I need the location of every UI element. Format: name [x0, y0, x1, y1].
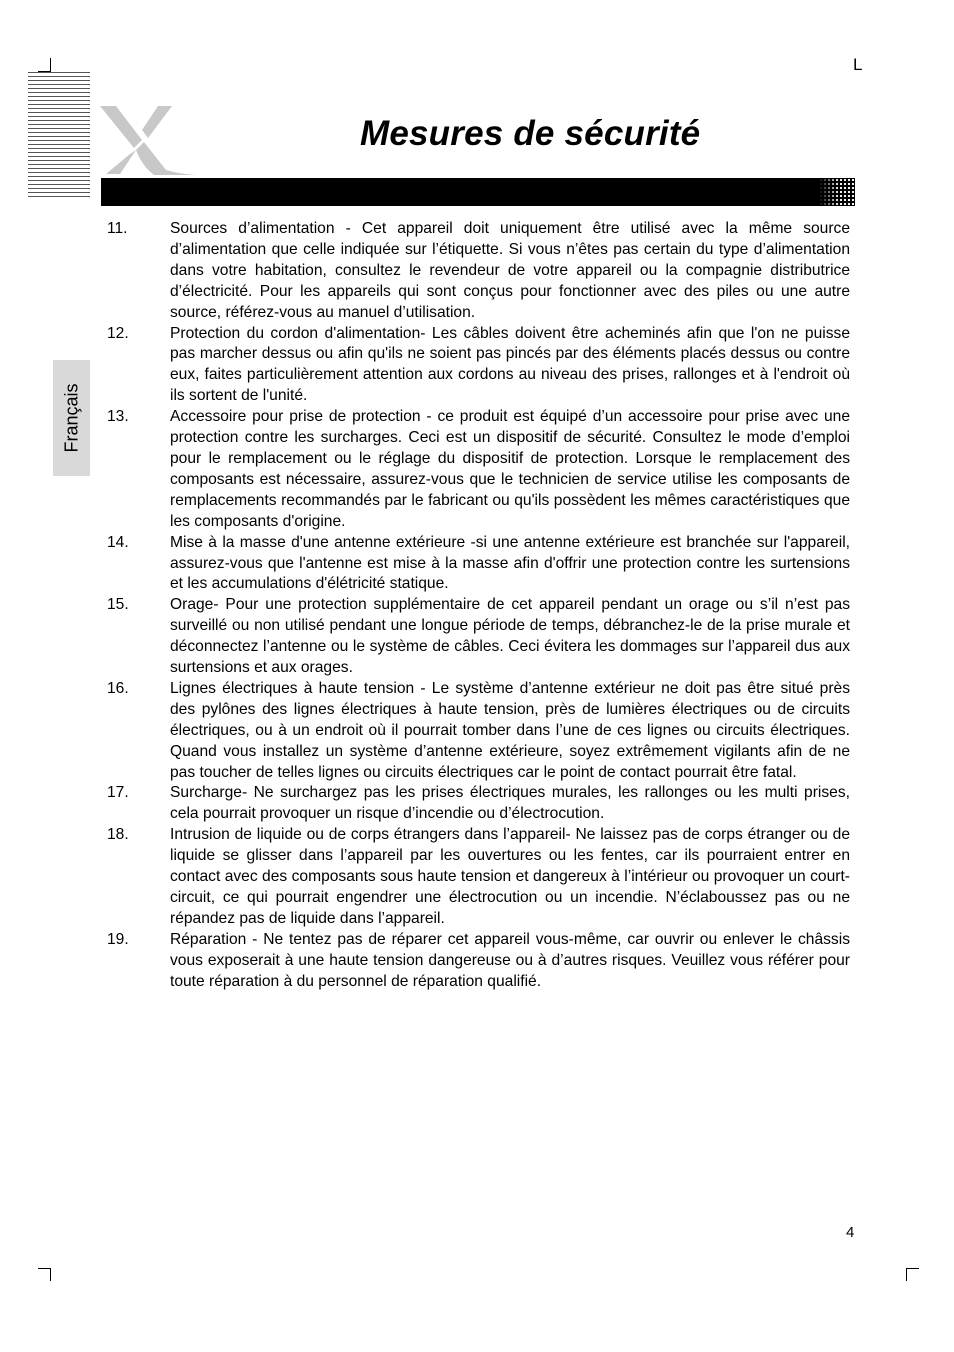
list-item [107, 219, 850, 324]
crop-mark-top-left-v [50, 58, 51, 72]
corner-mark: L [853, 55, 863, 74]
brand-x-logo-icon [96, 104, 200, 178]
item-number: 11. [107, 220, 128, 237]
striped-margin-decoration [28, 72, 90, 200]
crop-mark-bottom-right-v [906, 1268, 907, 1281]
crop-mark-bottom-left-v [50, 1268, 51, 1281]
item-text: Accessoire pour prise de protection - ce produit est équipé d’un accessoire pour prise avec une protection contre les surcharges. Ceci est un dispositif de sécurité. Consultez le mode d’emploi pour le remplacement ou le réglage du dispositif de protection. Lorsque le remplacement des composants est nécessaire, assurez-vous que le technicien de service utilise les composants de remplacements recommandés par le fabricant ou qu'ils possèdent les mêmes caractéristiques que les composants d'origine. [170, 408, 850, 530]
item-number: 18. [107, 826, 129, 844]
item-number: 16. [107, 679, 129, 697]
item-text: Mise à la masse d'une antenne extérieure -si une antenne extérieure est branchée sur l'appareil, assurez-vous que l'antenne est mise à la masse afin d'offrir une protection contre les surtensions et les accumulations d'élétricité statique. [170, 533, 850, 593]
title-bar [101, 178, 855, 206]
item-text: Orage- Pour une protection supplémentaire de cet appareil pendant un orage ou s’il n’est pas surveillé ou non utilisé pendant une longue période de temps, débranchez-le de la prise murale et déconnectez l’antenne ou le système de câbles. Ceci évitera les dommages sur l’appareil dus aux surtensions et aux orages. [170, 596, 850, 677]
list-item [107, 679, 850, 784]
item-number: 15. [107, 596, 129, 614]
page-number: 4 [846, 1224, 855, 1241]
item-text: Intrusion de liquide ou de corps étrangers dans l’appareil- Ne laissez pas de corps étranger ou de liquide se glisser dans l’appareil par les ouvertures ou les fentes, car ils pourraient entrer en contact avec des composants sous haute tension et dangereux à l’intérieur ou provoquer un court-circuit, ce qui pourrait engendrer une électrocution ou un incendie. N’éclaboussez pas ou ne répandez pas de liquide dans l’appareil. [170, 826, 850, 927]
item-text: Réparation - Ne tentez pas de réparer cet appareil vous-même, car ouvrir ou enlever le châssis vous exposerait à une haute tension dangereuse ou à d’autres risques. Veuillez vous référer pour toute réparation à du personnel de réparation qualifié. [170, 930, 850, 990]
list-item [107, 407, 850, 532]
crop-mark-bottom-right-h [906, 1268, 919, 1269]
halftone-dots-decoration [819, 178, 855, 206]
item-number: 12. [107, 324, 129, 342]
list-item [107, 783, 850, 825]
list-item [107, 930, 850, 993]
item-number: 17. [107, 784, 129, 802]
list-item [107, 324, 850, 408]
safety-list [107, 219, 850, 993]
item-text: Lignes électriques à haute tension - Le système d’antenne extérieur ne doit pas être situé près des pylônes des lignes électriques à haute tension, près de lumières électriques ou de circuits électriques, ou à un endroit où il pourrait tomber dans l’une de ces lignes ou circuits électriques. Quand vous installez un système d’antenne extérieure, soyez extrêmement vigilants afin de ne pas toucher de telles lignes ou circuits électriques car le point de contact pourrait être fatal. [170, 679, 850, 781]
item-text: Sources d’alimentation - Cet appareil doit uniquement être utilisé avec la même source d’alimentation que celle indiquée sur l’étiquette. Si vous n’êtes pas certain du type d’alimentation dans votre habitation, consultez le revendeur de votre appareil ou la compagnie distributrice d’électricité. Pour les appareils qui sont conçus pour fonctionner avec des piles ou une autre source, référez-vous au manuel d’utilisation. [170, 220, 850, 321]
item-number: 13. [107, 408, 129, 426]
language-tab-label: Français [61, 383, 81, 453]
item-text: Protection du cordon d'alimentation- Les câbles doivent être acheminés afin que l'on ne puisse pas marcher dessus ou afin qu'ils ne soient pas pincés par des éléments placés dessus ou contre eux, faites particulièrement attention aux cordons au niveau des prises, rallonges et à l'endroit où ils sortent de l'unité. [170, 324, 850, 405]
list-item [107, 595, 850, 679]
page-title: Mesures de sécurité [360, 114, 701, 153]
item-number: 19. [107, 930, 129, 948]
list-item [107, 533, 850, 596]
language-tab [53, 360, 90, 476]
list-item [107, 825, 850, 930]
item-number: 14. [107, 533, 129, 551]
item-text: Surcharge- Ne surchargez pas les prises électriques murales, les rallonges ou les multi prises, cela pourrait provoquer un risque d’incendie ou d’électrocution. [170, 784, 850, 823]
